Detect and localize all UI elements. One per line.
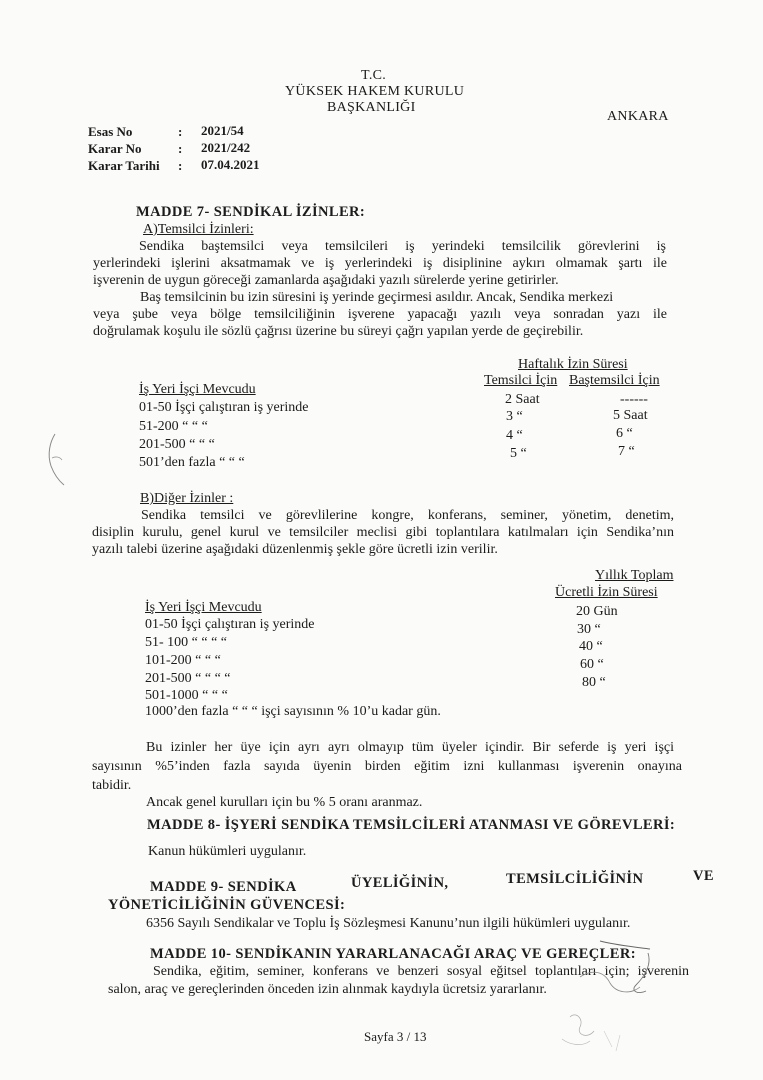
table-row-label: 201-500 “ “ “ — [139, 437, 215, 452]
table-row-label: 201-500 “ “ “ “ — [145, 671, 231, 686]
article-10-text-line: salon, araç ve gereçlerinden önceden izin alınmak kaydıyla ücretsiz yararlanır. — [108, 982, 547, 997]
text-line: yerlerindeki işlerini aksatmamak ve iş yerlerindeki iş disiplinine aykırı olmamak şartı ile — [93, 256, 667, 271]
table-cell: ------ — [620, 392, 648, 407]
text-line: Sendika baştemsilci veya temsilcileri iş yerindeki temsilcilik görevlerini iş — [139, 239, 666, 254]
page-number: Sayfa 3 / 13 — [364, 1029, 427, 1044]
table-cell: 7 “ — [618, 444, 635, 459]
table-col-header: Yıllık Toplam — [595, 568, 674, 583]
subsection-b-title: B)Diğer İzinler : — [140, 491, 234, 506]
table-col-header: Temsilci İçin — [484, 373, 558, 388]
table-row-label: 01-50 İşçi çalıştıran iş yerinde — [139, 400, 309, 415]
text-line: veya şube veya bölge temsilciliğinin işverene yapacağı yazılı veya sonradan yazı ile — [93, 307, 667, 322]
table-row-label: 51-200 “ “ “ — [139, 419, 208, 434]
table-cell: 3 “ — [506, 409, 523, 424]
article-9-title-part: ÜYELİĞİNİN, — [351, 875, 449, 891]
table-row-label: 501-1000 “ “ “ — [145, 688, 228, 703]
article-9-title-part: MADDE 9- SENDİKA — [150, 879, 297, 895]
table-cell: 60 “ — [580, 657, 604, 672]
table-cell: 5 “ — [510, 446, 527, 461]
table-cell: 2 Saat — [505, 392, 540, 407]
table-col-header: Baştemsilci İçin — [569, 373, 660, 388]
table-cell: 6 “ — [616, 426, 633, 441]
table-cell: 5 Saat — [613, 408, 648, 423]
article-9-title-part: TEMSİLCİLİĞİNİN — [506, 871, 644, 887]
table-cell: 30 “ — [577, 622, 601, 637]
article-8-title: MADDE 8- İŞYERİ SENDİKA TEMSİLCİLERİ ATANMASI VE GÖREVLERİ: — [147, 817, 676, 833]
text-line: tabidir. — [92, 778, 132, 793]
header-presidency: BAŞKANLIĞI — [327, 100, 416, 115]
article-8-text: Kanun hükümleri uygulanır. — [148, 844, 307, 859]
article-10-title: MADDE 10- SENDİKANIN YARARLANACAĞI ARAÇ VE GEREÇLER: — [150, 946, 636, 962]
handwritten-margin-mark — [38, 430, 72, 488]
table-col-header: Ücretli İzin Süresi — [555, 585, 658, 600]
meta-label: Karar No — [88, 141, 142, 156]
article-10-text-line: Sendika, eğitim, seminer, konferans ve benzeri sosyal eğitsel toplantıları için; işverenin — [153, 964, 689, 979]
text-line: Sendika temsilci ve görevlilerine kongre, konferans, seminer, yönetim, denetim, — [141, 508, 674, 523]
meta-label: Karar Tarihi — [88, 158, 160, 173]
article-9-text: 6356 Sayılı Sendikalar ve Toplu İş Sözleşmesi Kanunu’nun ilgili hükümleri uygulanır. — [146, 916, 631, 931]
text-line: Bu izinler her üye için ayrı ayrı olmayıp tüm üyeler içindir. Bir seferde iş yeri işçi — [146, 740, 674, 755]
signature-scribble — [540, 935, 680, 1065]
text-line: işverenin de uygun göreceği zamanlarda aşağıdaki yazılı sürelerde yerine getirirler. — [93, 273, 559, 288]
meta-sep: : — [178, 158, 183, 173]
header-institution: YÜKSEK HAKEM KURULU — [285, 84, 465, 99]
text-line: Baş temsilcinin bu izin süresini iş yerinde geçirmesi asıldır. Ancak, Sendika merkezi — [140, 290, 614, 305]
table-row-label: 101-200 “ “ “ — [145, 653, 221, 668]
article-9-title-line2: YÖNETİCİLİĞİNİN GÜVENCESİ: — [108, 897, 346, 913]
table-cell: 20 Gün — [576, 604, 618, 619]
meta-value: 2021/54 — [201, 123, 244, 138]
table-row-label: 01-50 İşçi çalıştıran iş yerinde — [145, 617, 315, 632]
text-line: sayısının %5’inden fazla sayıda üyenin birden eğitim izni kullanması işverenin onayına — [92, 759, 682, 774]
table-row-label: 51- 100 “ “ “ “ — [145, 635, 228, 650]
subsection-a-title: A)Temsilci İzinleri: — [143, 222, 254, 237]
text-line: yazılı talebi üzerine aşağıdaki düzenlenmiş şekle göre ücretli izin verilir. — [92, 542, 498, 557]
header-city: ANKARA — [607, 109, 669, 124]
meta-sep: : — [178, 141, 183, 156]
meta-label: Esas No — [88, 124, 133, 139]
text-line: disiplin kurulu, genel kurul ve temsilciler meclisi gibi toplantılara katılmaları için Sendika’nın — [92, 525, 674, 540]
table-col-header: İş Yeri İşçi Mevcudu — [139, 382, 256, 397]
table-cell: 40 “ — [579, 639, 603, 654]
table-row-label: 1000’den fazla “ “ “ işçi sayısının % 10’u kadar gün. — [145, 704, 441, 719]
table-group-header: Haftalık İzin Süresi — [518, 357, 628, 372]
header-tc: T.C. — [361, 68, 387, 83]
article-9-title-part: VE — [693, 868, 714, 884]
meta-sep: : — [178, 124, 183, 139]
table-cell: 80 “ — [582, 675, 606, 690]
article-7-para-5: Ancak genel kurulları için bu % 5 oranı aranmaz. — [146, 795, 423, 810]
text-line: doğrulamak koşulu ile sözlü çağrısı üzerine bu süreyi çağrı yapılan yerde de geçirebilir. — [93, 324, 584, 339]
meta-value: 07.04.2021 — [201, 157, 260, 172]
table-row-label: 501’den fazla “ “ “ — [139, 455, 245, 470]
table-cell: 4 “ — [506, 428, 523, 443]
table-col-header: İş Yeri İşçi Mevcudu — [145, 600, 262, 615]
article-7-title: MADDE 7- SENDİKAL İZİNLER: — [136, 204, 366, 220]
meta-value: 2021/242 — [201, 140, 251, 155]
